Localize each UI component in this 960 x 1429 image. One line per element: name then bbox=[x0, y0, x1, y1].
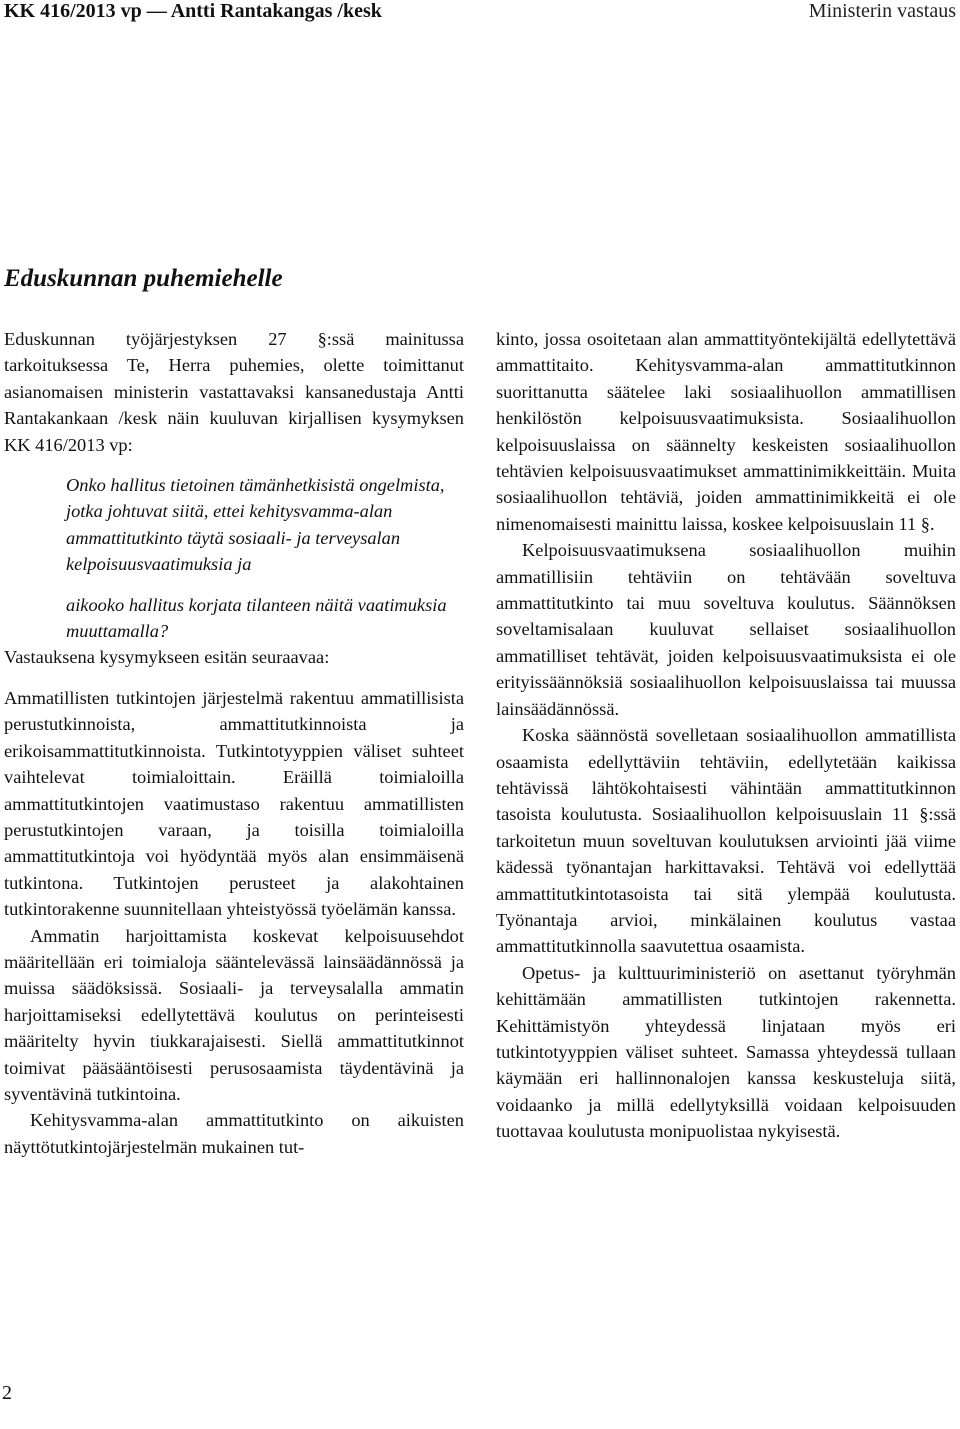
intro-paragraph: Eduskunnan työjärjestyksen 27 §:ssä mainitussa tarkoituksessa Te, Herra puhemies, olette toimittanut asianomaisen ministerin vastattavaksi kansanedustaja Antti Rantakankaan /kesk näin kuuluvan kirjallisen kysymyksen KK 416/2013 vp: bbox=[4, 329, 464, 455]
answer-intro: Vastauksena kysymykseen esitän seuraavaa: bbox=[4, 647, 330, 668]
body-paragraph-7: Opetus- ja kulttuuriministeriö on asettanut työryhmän kehittämään ammatillisten tutkintojen rakennetta. Kehittämistyön yhteydessä linjataan myös eri tutkintotyyppien väliset suhteet. Samassa yhteydessä tullaan käymään eri hallinnonalojen kanssa keskusteluja siitä, voidaanko ja millä edellytyksillä voidaan kelpoisuuden tuottavaa koulutusta monipuolistaa nykyisestä. bbox=[496, 962, 956, 1142]
body-paragraph-4: kinto, jossa osoitetaan alan ammattityöntekijältä edellytettävä ammattitaito. Kehitysvamma-alan ammattitutkinnon suorittanutta säätelee laki sosiaalihuollon ammatillisen henkilöstön kelpoisuusvaatimuksista. Sosiaalihuollon kelpoisuuslaissa on säännelty keskeisten sosiaalihuollon tehtävien kelpoisuusvaatimukset ammattinimikkeittäin. Muita sosiaalihuollon tehtäviä, joiden ammattinimikkeitä ei ole nimenomaisesti mainittu laissa, koskee kelpoisuuslain 11 §. bbox=[496, 329, 956, 534]
header-document-reference: KK 416/2013 vp — Antti Rantakangas /kesk bbox=[4, 0, 382, 22]
question-block bbox=[4, 472, 464, 644]
body-paragraph-6: Koska säännöstä sovelletaan sosiaalihuollon ammatillista osaamista edellyttäviin tehtäviin, edellytetään kaikissa tehtävissä lähtökohtaisesti vähintään ammattitutkinnon tasoista koulutusta. Sosiaalihuollon kelpoisuuslain 11 §:ssä tarkoitetun muun soveltuvan koulutuksen arviointi jää viime kädessä työnantajan harkittavaksi. Tehtävä voi edellyttää ammattitutkintotasoista tai sitä ylempää koulutusta. Työnantaja arvioi, minkälainen koulutus vastaa ammattitutkinnolla saavutettua osaamista. bbox=[496, 725, 956, 957]
body-paragraph-5: Kelpoisuusvaatimuksena sosiaalihuollon muihin ammatillisiin tehtäviin on tehtävään soveltuva ammattitutkinto tai muu soveltuva koulutus. Säännöksen soveltamisalaan kuuluvat sellaiset sosiaalihuollon ammatilliset tehtävät, joiden kelpoisuusvaatimuksista ei ole erityissäännöksiä sosiaalihuollon kelpoisuuslaissa tai muussa lainsäädännössä. bbox=[496, 540, 956, 719]
body-paragraph-2: Ammatin harjoittamista koskevat kelpoisuusehdot määritellään eri toimialoja sääntelevässä lainsäädännössä ja muissa säädöksissä. Sosiaali- ja terveysalalla ammatin harjoittamiseksi edellytettävä koulutus on perinteisesti määritelty hyvin tiukkarajaisesti. Siellä ammattitutkinnot toimivat pääsääntöisesti perusosaamista täydentävinä ja syventävinä tutkintoina. bbox=[4, 925, 464, 1104]
header-section-title: Ministerin vastaus bbox=[808, 0, 956, 22]
body-paragraph-3: Kehitysvamma-alan ammattitutkinto on aikuisten näyttötutkintojärjestelmän mukainen tut- bbox=[4, 1110, 464, 1157]
page-header bbox=[0, 0, 960, 30]
page-number: 2 bbox=[2, 1382, 12, 1404]
question-part-1: Onko hallitus tietoinen tämänhetkisistä ongelmista, jotka johtuvat siitä, ettei kehitysvamma-alan ammattitutkinto täytä sosiaali- ja terveysalan kelpoisuusvaatimuksia ja bbox=[66, 475, 445, 575]
question-part-2: aikooko hallitus korjata tilanteen näitä vaatimuksia muuttamalla? bbox=[66, 594, 447, 642]
body-paragraph-1: Ammatillisten tutkintojen järjestelmä rakentuu ammatillisista perustutkinnoista, ammattitutkinnoista ja erikoisammattitutkinnoista. Tutkintotyyppien väliset suhteet vaihtelevat toimialoittain. Eräillä toimialoilla ammattitutkintojen vaatimustaso rakentuu ammatillisten perustutkintojen varaan, ja toisilla toimialoilla ammattitutkintoja voi hyödyntää myös alan ensimmäisenä tutkintona. Tutkintojen perusteet ja alakohtainen tutkintorakenne suunnitellaan yhteistyössä työelämän kanssa. bbox=[4, 687, 464, 920]
document-title: Eduskunnan puhemiehelle bbox=[4, 265, 283, 292]
right-column bbox=[496, 326, 956, 1145]
left-column bbox=[4, 326, 464, 1160]
